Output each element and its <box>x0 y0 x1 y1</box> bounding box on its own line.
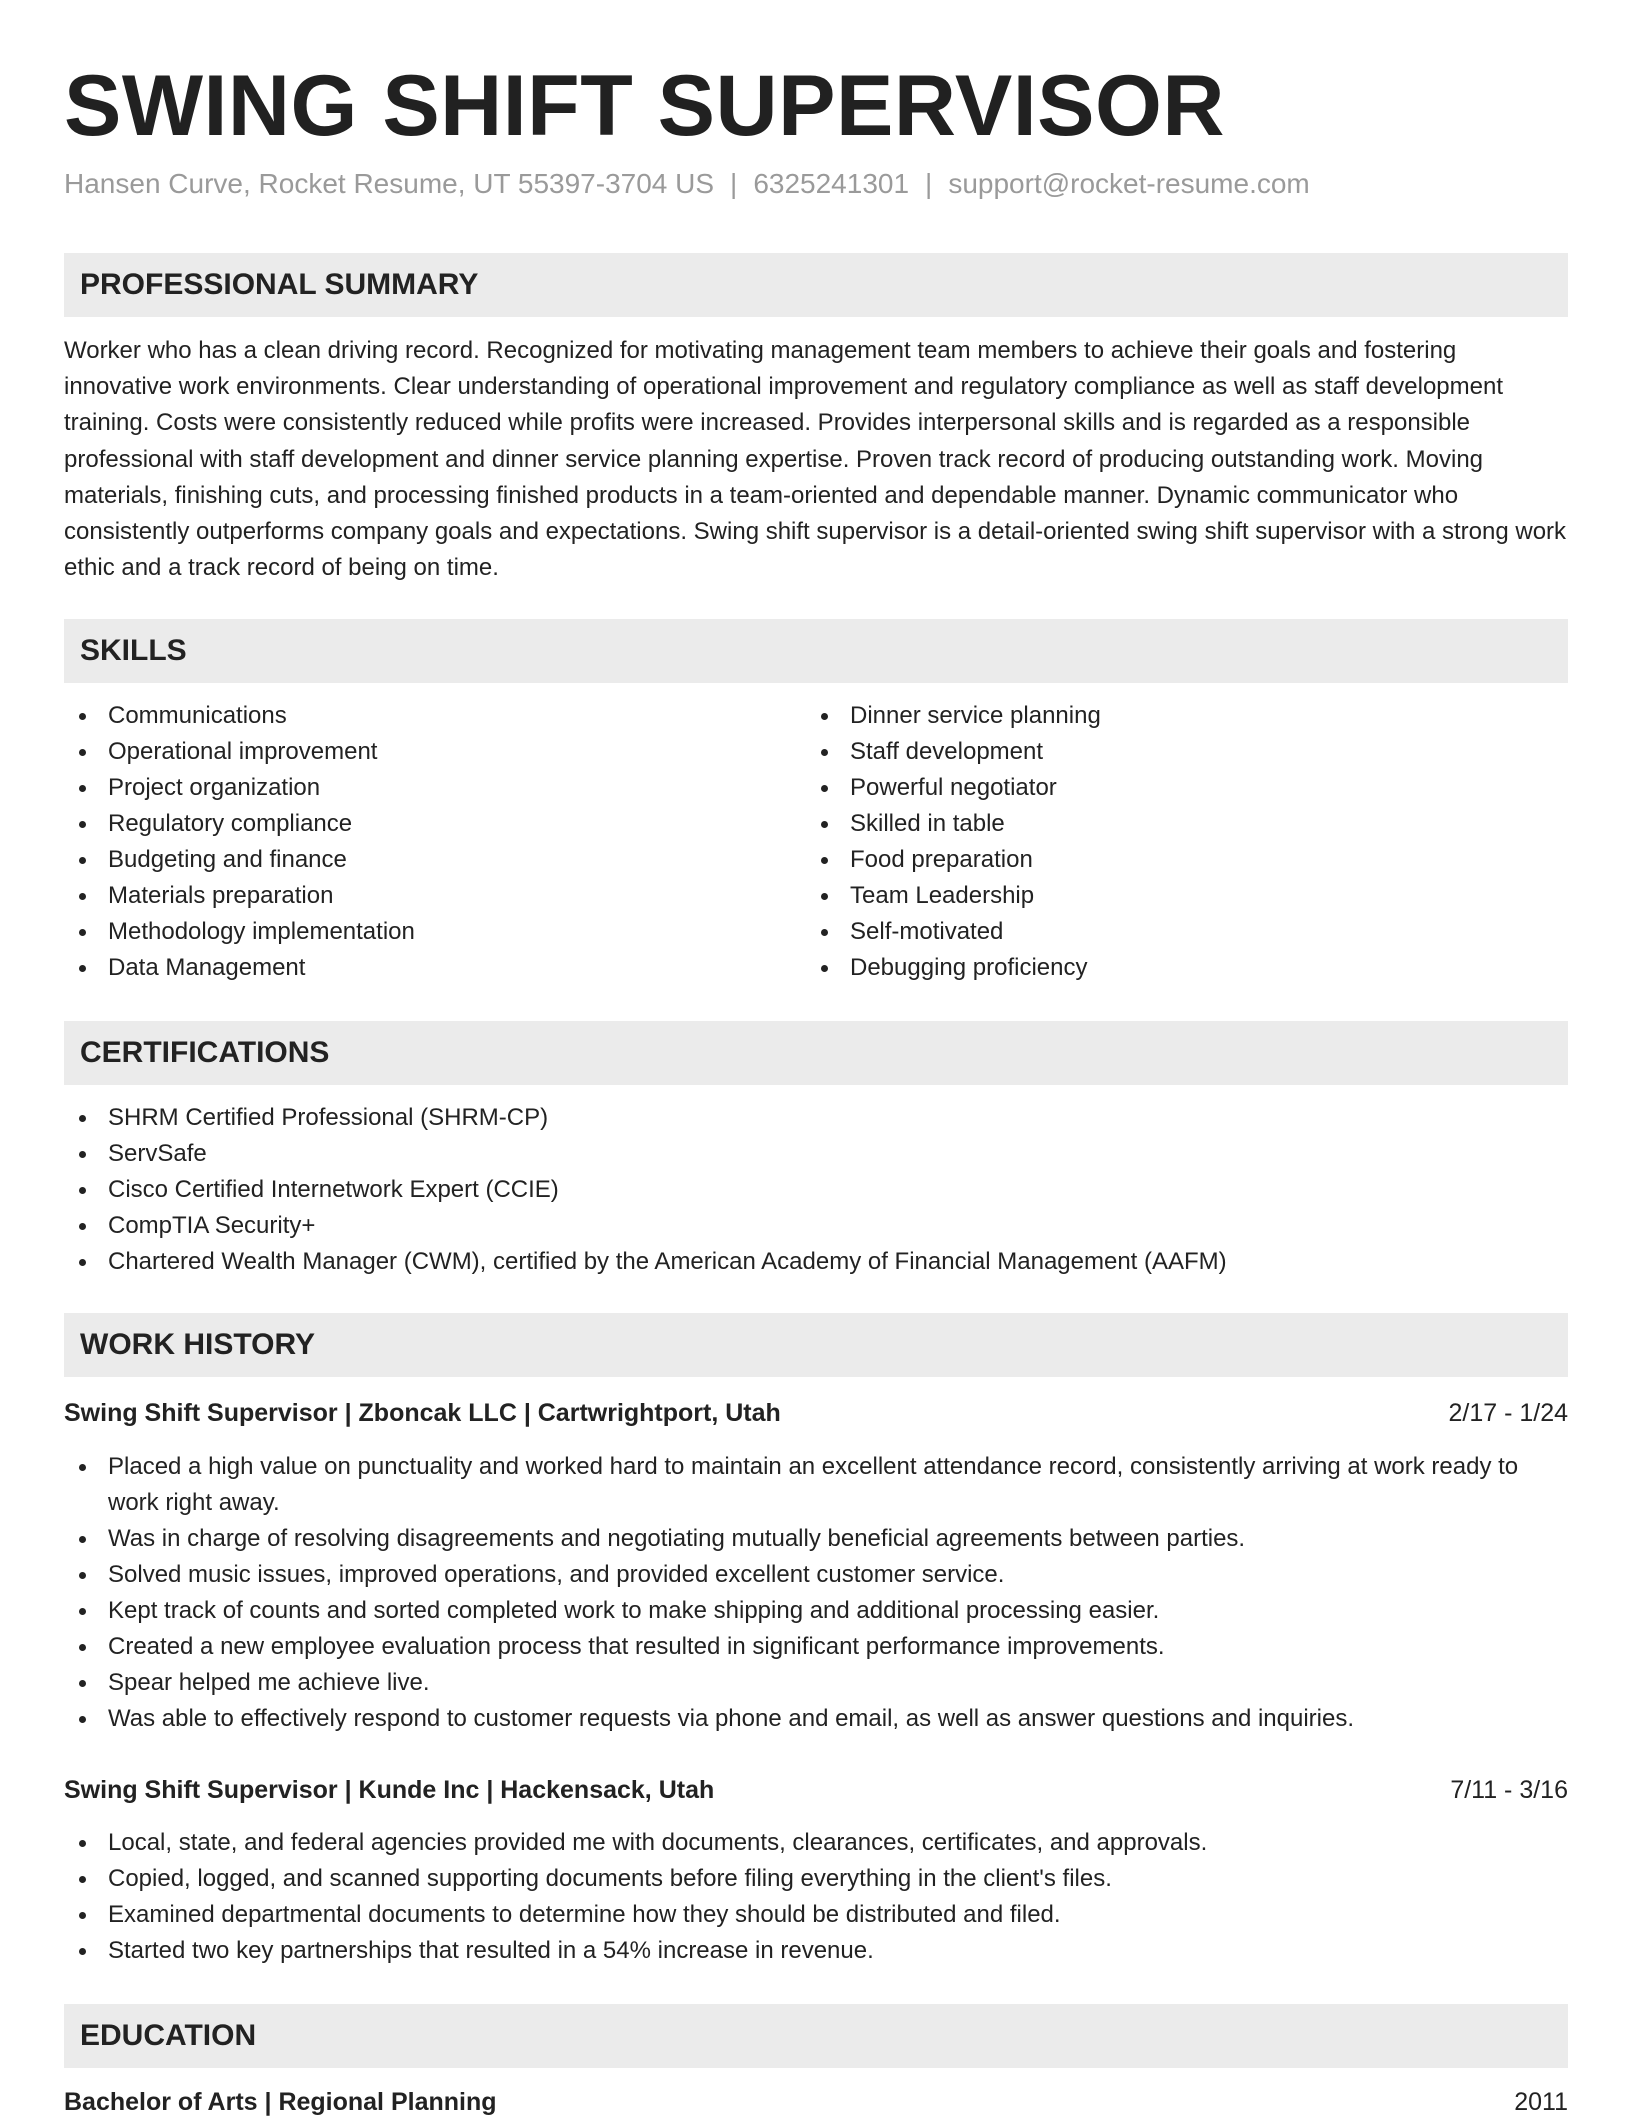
job-bullet: Examined departmental documents to determine how they should be distributed and filed. <box>64 1897 1568 1933</box>
skill-item: Materials preparation <box>64 878 804 914</box>
certifications-list <box>64 1100 1568 1280</box>
candidate-name: SWING SHIFT SUPERVISOR <box>64 58 1225 154</box>
certification-item: SHRM Certified Professional (SHRM-CP) <box>64 1100 1568 1136</box>
certification-item: Cisco Certified Internetwork Expert (CCIE) <box>64 1172 1568 1208</box>
degree-title: Bachelor of Arts | Regional Planning <box>64 2088 497 2116</box>
certification-item: ServSafe <box>64 1136 1568 1172</box>
job-bullet: Solved music issues, improved operations, and provided excellent customer service. <box>64 1557 1568 1593</box>
job-bullet: Kept track of counts and sorted completed work to make shipping and additional processing easier. <box>64 1593 1568 1629</box>
certification-item: CompTIA Security+ <box>64 1208 1568 1244</box>
skill-item: Self-motivated <box>806 914 1546 950</box>
skill-item: Powerful negotiator <box>806 770 1546 806</box>
job-bullet: Was in charge of resolving disagreements and negotiating mutually beneficial agreements between parties. <box>64 1521 1568 1557</box>
job-bullet: Created a new employee evaluation process that resulted in significant performance improvements. <box>64 1629 1568 1665</box>
job-title: Swing Shift Supervisor | Kunde Inc | Hackensack, Utah <box>64 1776 715 1804</box>
job-title: Swing Shift Supervisor | Zboncak LLC | Cartwrightport, Utah <box>64 1399 781 1427</box>
job-dates: 2/17 - 1/24 <box>1448 1399 1568 1427</box>
skill-item: Staff development <box>806 734 1546 770</box>
skill-item: Communications <box>64 698 804 734</box>
skills-list-right <box>806 698 1546 986</box>
skill-item: Food preparation <box>806 842 1546 878</box>
graduation-year: 2011 <box>1514 2088 1568 2116</box>
skill-item: Data Management <box>64 950 804 986</box>
job-bullet: Copied, logged, and scanned supporting documents before filing everything in the client's files. <box>64 1861 1568 1897</box>
summary-text: Worker who has a clean driving record. Recognized for motivating management team members to achieve their goals and fostering innovative work environments. Clear understanding of operational improvement and regulatory compliance as well as staff development training. Costs were consistently reduced while profits were increased. Provides interpersonal skills and is regarded as a responsible professional with staff development and dinner service planning expertise. Proven track record of producing outstanding work. Moving materials, finishing cuts, and processing finished products in a team-oriented and dependable manner. Dynamic communicator who consistently outperforms company goals and expectations. Swing shift supervisor is a detail-oriented swing shift supervisor with a strong work ethic and a track record of being on time. <box>64 337 1567 582</box>
skill-item: Skilled in table <box>806 806 1546 842</box>
job-bullet: Was able to effectively respond to customer requests via phone and email, as well as answer questions and inquiries. <box>64 1701 1568 1737</box>
job-bullets <box>64 1449 1568 1737</box>
skill-item: Project organization <box>64 770 804 806</box>
skill-item: Debugging proficiency <box>806 950 1546 986</box>
section-heading-education: EDUCATION <box>64 2004 1568 2068</box>
job-bullets <box>64 1825 1568 1969</box>
section-heading-summary: PROFESSIONAL SUMMARY <box>64 253 1568 317</box>
job-bullet: Placed a high value on punctuality and worked hard to maintain an excellent attendance record, consistently arriving at work ready to work right away. <box>64 1449 1568 1521</box>
job-bullet: Spear helped me achieve live. <box>64 1665 1568 1701</box>
job-bullet: Started two key partnerships that resulted in a 54% increase in revenue. <box>64 1933 1568 1969</box>
skill-item: Operational improvement <box>64 734 804 770</box>
job-dates: 7/11 - 3/16 <box>1450 1776 1568 1804</box>
skill-item: Methodology implementation <box>64 914 804 950</box>
skill-item: Regulatory compliance <box>64 806 804 842</box>
email-link[interactable]: support@rocket-resume.com <box>948 168 1310 199</box>
address-text: Hansen Curve, Rocket Resume, UT 55397-3704 US <box>64 168 715 199</box>
section-heading-work-history: WORK HISTORY <box>64 1313 1568 1377</box>
contact-line <box>64 166 1310 202</box>
skill-item: Team Leadership <box>806 878 1546 914</box>
skill-item: Dinner service planning <box>806 698 1546 734</box>
skill-item: Budgeting and finance <box>64 842 804 878</box>
phone-text: 6325241301 <box>753 168 910 199</box>
skills-list-left <box>64 698 804 986</box>
section-heading-certifications: CERTIFICATIONS <box>64 1021 1568 1085</box>
contact-separator: | <box>925 168 933 199</box>
job-bullet: Local, state, and federal agencies provided me with documents, clearances, certificates, and approvals. <box>64 1825 1568 1861</box>
section-heading-skills: SKILLS <box>64 619 1568 683</box>
certification-item: Chartered Wealth Manager (CWM), certified by the American Academy of Financial Management (AAFM) <box>64 1244 1568 1280</box>
contact-separator: | <box>730 168 738 199</box>
